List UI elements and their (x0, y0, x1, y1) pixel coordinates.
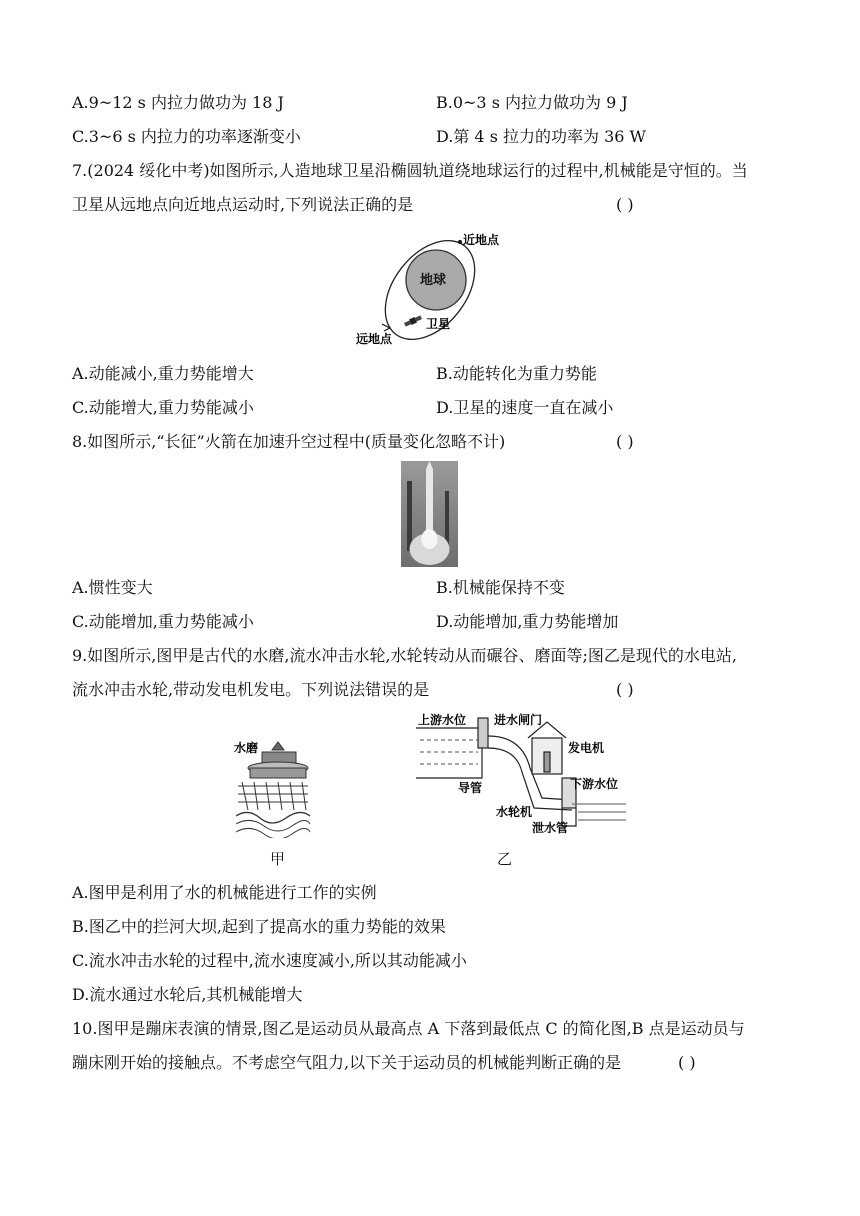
q7-satellite-orbit-figure (350, 228, 510, 350)
q9-option-c: C.流水冲击水轮的过程中,流水速度减小,所以其动能减小 (72, 951, 467, 970)
apogee-label: 远地点 (356, 332, 393, 346)
q6-option-d: D.第 4 s 拉力的功率为 36 W (436, 127, 646, 146)
q9-watermill-figure (228, 738, 312, 838)
earth-label: 地球 (420, 273, 447, 288)
q10-answer-paren: ( ) (678, 1053, 696, 1072)
satellite-label: 卫星 (426, 317, 451, 331)
turbine-label: 水轮机 (496, 805, 533, 819)
q9-stem-line2: 流水冲击水轮,带动发电机发电。下列说法错误的是 (72, 680, 430, 699)
q7-stem-line2: 卫星从远地点向近地点运动时,下列说法正确的是 (72, 195, 414, 214)
q7-stem-line1: 7.(2024 绥化中考)如图所示,人造地球卫星沿椭圆轨道绕地球运行的过程中,机械能是守恒的。当 (72, 161, 748, 180)
q6-option-c: C.3~6 s 内拉力的功率逐渐变小 (72, 127, 301, 146)
q8-option-c: C.动能增加,重力势能减小 (72, 612, 254, 631)
q8-answer-paren: ( ) (616, 432, 634, 451)
downstream-label: 下游水位 (570, 777, 619, 791)
pipe-label: 导管 (458, 781, 483, 795)
q6-option-a: A.9~12 s 内拉力做功为 18 J (72, 93, 284, 112)
generator-label: 发电机 (568, 741, 605, 755)
q8-rocket-photo (401, 461, 458, 567)
figure-a-caption: 甲 (270, 850, 286, 868)
drain-label: 泄水管 (532, 821, 569, 835)
q9-option-d: D.流水通过水轮后,其机械能增大 (72, 985, 303, 1004)
gate-label: 进水闸门 (494, 713, 543, 727)
q9-stem-line1: 9.如图所示,图甲是古代的水磨,流水冲击水轮,水轮转动从而碾谷、磨面等;图乙是现代的水电站, (72, 646, 738, 665)
q8-option-d: D.动能增加,重力势能增加 (436, 612, 619, 631)
satellite-icon (404, 314, 423, 327)
upstream-label: 上游水位 (418, 713, 467, 727)
watermill-label: 水磨 (234, 741, 259, 755)
q9-option-b: B.图乙中的拦河大坝,起到了提高水的重力势能的效果 (72, 917, 446, 936)
q8-option-b: B.机械能保持不变 (436, 578, 565, 597)
q7-option-a: A.动能减小,重力势能增大 (72, 364, 254, 383)
q7-option-b: B.动能转化为重力势能 (436, 364, 597, 383)
q8-stem-line1: 8.如图所示,“长征”火箭在加速升空过程中(质量变化忽略不计) (72, 432, 506, 451)
q6-option-b: B.0~3 s 内拉力做功为 9 J (436, 93, 628, 112)
q10-stem-line2: 蹦床刚开始的接触点。不考虑空气阻力,以下关于运动员的机械能判断正确的是 (72, 1053, 622, 1072)
q9-answer-paren: ( ) (616, 680, 634, 699)
figure-b-caption: 乙 (497, 850, 513, 868)
q7-option-c: C.动能增大,重力势能减小 (72, 398, 254, 417)
q7-option-d: D.卫星的速度一直在减小 (436, 398, 614, 417)
q9-option-a: A.图甲是利用了水的机械能进行工作的实例 (72, 883, 377, 902)
q7-answer-paren: ( ) (616, 195, 634, 214)
q10-stem-line1: 10.图甲是蹦床表演的情景,图乙是运动员从最高点 A 下落到最低点 C 的简化图,B 点是运动员与 (72, 1019, 745, 1038)
q9-hydropower-figure (412, 708, 634, 840)
perigee-label: 近地点 (463, 233, 500, 247)
q8-option-a: A.惯性变大 (72, 578, 153, 597)
